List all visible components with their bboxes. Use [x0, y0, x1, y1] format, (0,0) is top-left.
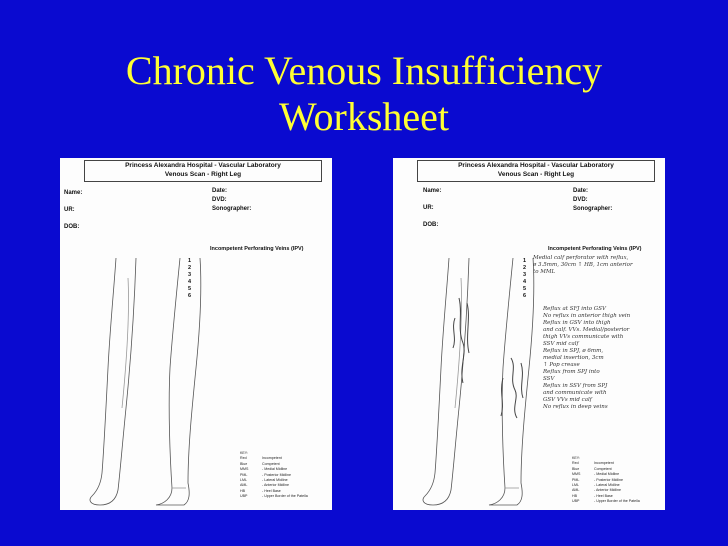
key-code: PML: [572, 477, 580, 482]
name-label: Name:: [423, 188, 442, 194]
ipv-title: Incompetent Perforating Veins (IPV): [548, 246, 642, 252]
key-code: LML: [240, 478, 247, 483]
ipv-number: 4: [523, 279, 527, 285]
key-meaning: - Anterior Midline: [594, 488, 621, 493]
finding-line: Reflux in SSV from SPJ: [543, 383, 608, 389]
key-meaning: - Lateral Midline: [262, 478, 288, 483]
ipv-number: 6: [188, 293, 192, 299]
hospital-name: Princess Alexandra Hospital - Vascular Laboratory: [125, 162, 281, 169]
finding-line: SSV mid calf: [543, 341, 579, 347]
key-code: PML: [240, 472, 248, 477]
key-title: KEY:: [572, 456, 580, 460]
dob-label: DOB:: [64, 224, 80, 230]
key-code: UBP: [572, 499, 580, 504]
key-meaning: - Upper Border of the Patella: [262, 494, 308, 499]
finding-line: Reflux in SPJ, ø 6mm,: [543, 348, 604, 354]
key-code: MMS: [240, 467, 249, 472]
sonographer-label: Sonographer:: [573, 206, 613, 212]
key-code: LML: [572, 483, 579, 488]
hospital-name: Princess Alexandra Hospital - Vascular Laboratory: [458, 162, 614, 169]
key-code: HB: [572, 493, 577, 498]
key-title: KEY:: [240, 451, 248, 455]
dvd-label: DVD:: [573, 197, 588, 203]
findings-note: [543, 306, 630, 411]
finding-line: Reflux at SFJ into GSV: [543, 306, 606, 312]
ipv-number: 2: [523, 265, 527, 271]
finding-line: and calf. VVs. Medial/posterior: [543, 327, 630, 333]
key-legend: [240, 451, 308, 500]
ipv-title: Incompetent Perforating Veins (IPV): [210, 246, 304, 252]
finding-line: No reflux in anterior thigh vein: [543, 313, 631, 319]
key-meaning: Competent: [262, 461, 280, 466]
finding-line: medial insertion, 3cm: [543, 355, 604, 361]
worksheet-header: [84, 160, 322, 182]
key-meaning: - Posterior Midline: [594, 477, 623, 482]
key-meaning: - Posterior Midline: [262, 472, 291, 477]
key-code: AML: [240, 483, 248, 488]
worksheet-header: [417, 160, 655, 182]
finding-line: Reflux in GSV into thigh: [543, 320, 611, 326]
ipv-number: 1: [188, 258, 192, 264]
key-meaning: - Medial Midline: [594, 472, 620, 477]
ipv-number: 1: [523, 258, 527, 264]
ipv-number: 5: [523, 286, 527, 292]
key-code: Red: [240, 456, 247, 461]
key-meaning: Incompetent: [594, 461, 614, 466]
worksheet-annotated: [393, 158, 665, 510]
slide-title-line1: Chronic Venous Insufficiency: [125, 48, 603, 93]
sonographer-label: Sonographer:: [212, 206, 252, 212]
slide-title-line2: Worksheet: [278, 94, 450, 139]
key-code: UBP: [240, 494, 248, 499]
ipv-number: 3: [188, 272, 192, 278]
dvd-label: DVD:: [212, 197, 227, 203]
key-meaning: - Heel Base: [262, 488, 281, 493]
key-meaning: - Lateral Midline: [594, 483, 620, 488]
leg-diagram: [60, 258, 260, 510]
finding-line: Reflux from SPJ into: [543, 369, 600, 375]
note-line: to MML: [533, 269, 556, 275]
finding-line: and communicate with: [543, 390, 607, 396]
scan-title: Venous Scan - Right Leg: [497, 171, 575, 178]
ur-label: UR:: [423, 205, 434, 211]
slide-title: [0, 48, 728, 140]
finding-line: No reflux in deep veins: [543, 404, 608, 410]
key-meaning: Incompetent: [262, 456, 282, 461]
ipv-number: 4: [188, 279, 192, 285]
note-line: Medial calf perforator with reflux,: [533, 255, 629, 261]
worksheet-blank: [60, 158, 332, 510]
ipv-number: 2: [188, 265, 192, 271]
date-label: Date:: [573, 188, 589, 194]
finding-line: thigh VVs communicate with: [543, 334, 624, 340]
key-meaning: - Heel Base: [594, 493, 613, 498]
finding-line: ↑ Pop crease: [543, 362, 580, 368]
key-code: AML: [572, 488, 580, 493]
key-code: Blue: [572, 466, 580, 471]
finding-line: GSV VVs mid calf: [543, 397, 592, 403]
key-meaning: - Upper Border of the Patella: [594, 499, 640, 504]
ur-label: UR:: [64, 207, 75, 213]
dob-label: DOB:: [423, 222, 439, 228]
key-legend: [572, 456, 640, 505]
key-code: Blue: [240, 461, 248, 466]
name-label: Name:: [64, 190, 83, 196]
finding-line: SSV: [543, 376, 555, 382]
key-meaning: Competent: [594, 466, 612, 471]
key-meaning: - Anterior Midline: [262, 483, 289, 488]
scan-title: Venous Scan - Right Leg: [164, 171, 242, 178]
key-code: Red: [572, 461, 579, 466]
ipv-number: 3: [523, 272, 527, 278]
key-meaning: - Medial Midline: [262, 467, 288, 472]
ipv-number: 5: [188, 286, 192, 292]
note-line: ø 3.5mm, 30cm ↑ HB, 1cm anterior: [533, 262, 633, 268]
key-code: HB: [240, 488, 245, 493]
key-code: MMS: [572, 472, 581, 477]
date-label: Date:: [212, 188, 228, 194]
ipv-number: 6: [523, 293, 527, 299]
